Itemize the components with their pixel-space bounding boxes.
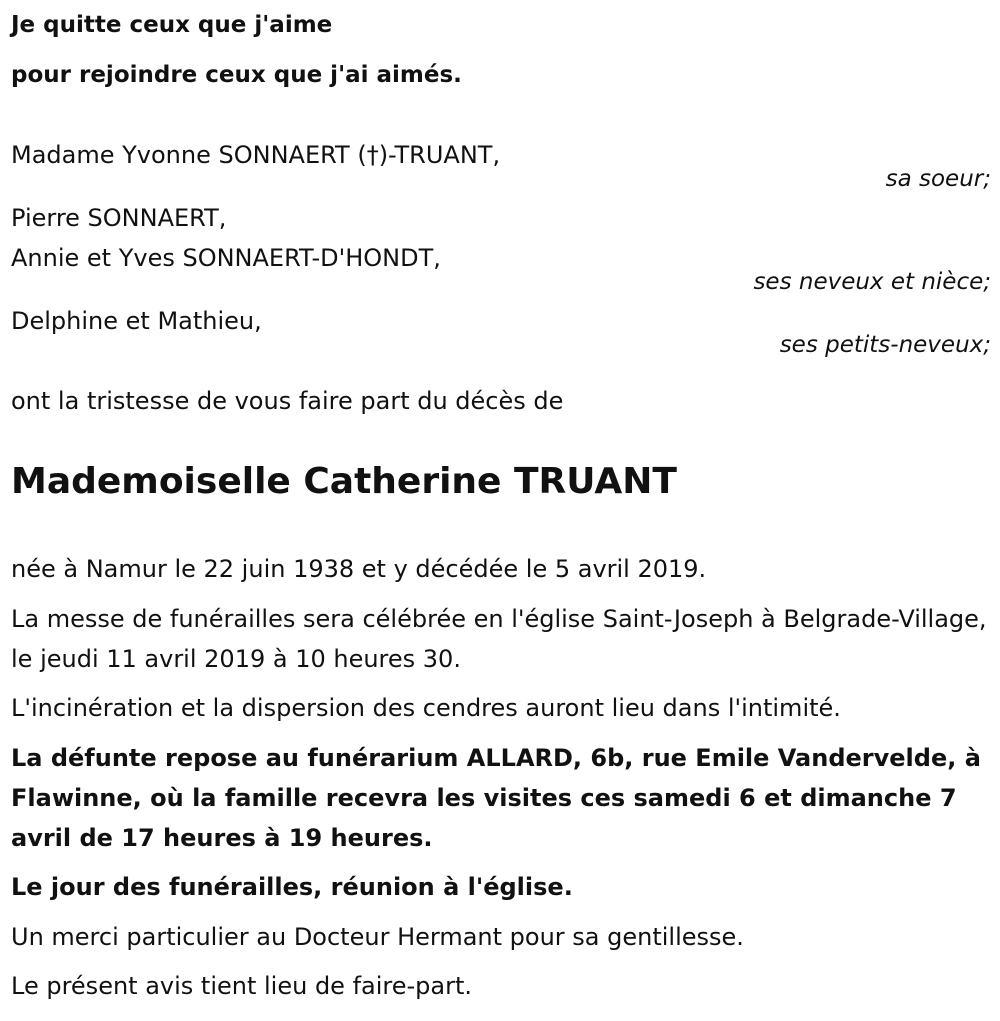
relation-nephews-niece: ses neveux et nièce; [753,269,991,295]
family-member-sister-name-start: Madame Yvonne SONNAERT ( [11,141,367,169]
cross-icon: † [366,141,379,169]
cremation-paragraph: L'incinération et la dispersion des cendres auront lieu dans l'intimité. [11,694,841,722]
family-member-nephew: Pierre SONNAERT, [11,204,227,232]
birth-death-paragraph: née à Namur le 22 juin 1938 et y décédée le 5 avril 2019. [11,555,707,583]
thanks-paragraph: Un merci particulier au Docteur Hermant pour sa gentillesse. [11,923,744,951]
announcement-text: ont la tristesse de vous faire part du décès de [11,387,564,415]
meeting-paragraph: Le jour des funérailles, réunion à l'église. [11,873,573,901]
relation-sister: sa soeur; [885,166,991,192]
repose-paragraph: La défunte repose au funérarium ALLARD, 6b, rue Emile Vandervelde, à Flawinne, où la famille recevra les visites ces samedi 6 et dimanche 7 avril de 17 heures à 19 heures. [11,744,981,852]
notice-paragraph: Le présent avis tient lieu de faire-part. [11,972,473,1000]
relation-grandnephews: ses petits-neveux; [779,332,991,358]
family-member-sister [11,140,500,170]
epigraph-line-1: Je quitte ceux que j'aime [11,12,333,38]
family-member-nephew-niece: Annie et Yves SONNAERT-D'HONDT, [11,244,441,272]
epigraph-line-2: pour rejoindre ceux que j'ai aimés. [11,62,462,88]
family-member-grandnephews: Delphine et Mathieu, [11,307,262,335]
funeral-mass-paragraph: La messe de funérailles sera célébrée en l'église Saint-Joseph à Belgrade-Village, le jeudi 11 avril 2019 à 10 heures 30. [11,605,987,673]
deceased-name: Mademoiselle Catherine TRUANT [11,461,677,502]
family-member-sister-name-end: )-TRUANT, [378,141,501,169]
